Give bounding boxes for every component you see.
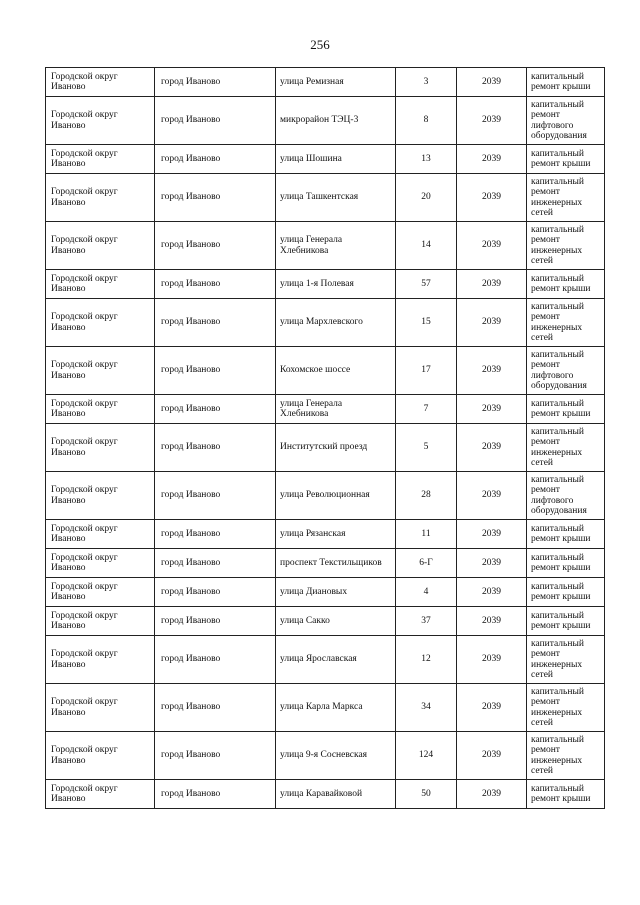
district-cell: Городской округ Иваново <box>46 520 155 549</box>
house-number-cell: 3 <box>396 68 457 97</box>
house-number-cell: 37 <box>396 607 457 636</box>
work-type-cell: капитальный ремонт инженерных сетей <box>527 684 605 732</box>
year-cell: 2039 <box>457 145 527 174</box>
district-cell: Городской округ Иваново <box>46 424 155 472</box>
house-number-cell: 20 <box>396 174 457 222</box>
district-cell: Городской округ Иваново <box>46 578 155 607</box>
district-cell: Городской округ Иваново <box>46 270 155 299</box>
city-cell: город Иваново <box>155 684 276 732</box>
table-row <box>46 684 605 732</box>
table-row <box>46 578 605 607</box>
table-row <box>46 68 605 97</box>
work-type-cell: капитальный ремонт крыши <box>527 520 605 549</box>
house-number-cell: 34 <box>396 684 457 732</box>
year-cell: 2039 <box>457 578 527 607</box>
district-cell: Городской округ Иваново <box>46 222 155 270</box>
house-number-cell: 8 <box>396 97 457 145</box>
table-row <box>46 636 605 684</box>
house-number-cell: 14 <box>396 222 457 270</box>
district-cell: Городской округ Иваново <box>46 636 155 684</box>
city-cell: город Иваново <box>155 424 276 472</box>
table-row <box>46 424 605 472</box>
district-cell: Городской округ Иваново <box>46 145 155 174</box>
house-number-cell: 15 <box>396 299 457 347</box>
house-number-cell: 5 <box>396 424 457 472</box>
table-row <box>46 395 605 424</box>
house-number-cell: 124 <box>396 732 457 780</box>
city-cell: город Иваново <box>155 97 276 145</box>
table-row <box>46 780 605 809</box>
repair-schedule-table <box>45 67 605 809</box>
district-cell: Городской округ Иваново <box>46 732 155 780</box>
table-row <box>46 299 605 347</box>
house-number-cell: 4 <box>396 578 457 607</box>
district-cell: Городской округ Иваново <box>46 174 155 222</box>
year-cell: 2039 <box>457 270 527 299</box>
work-type-cell: капитальный ремонт крыши <box>527 780 605 809</box>
city-cell: город Иваново <box>155 68 276 97</box>
street-cell: улица Ташкентская <box>276 174 396 222</box>
table-row <box>46 222 605 270</box>
work-type-cell: капитальный ремонт инженерных сетей <box>527 222 605 270</box>
year-cell: 2039 <box>457 636 527 684</box>
table-row <box>46 520 605 549</box>
street-cell: улица Ярославская <box>276 636 396 684</box>
work-type-cell: капитальный ремонт инженерных сетей <box>527 174 605 222</box>
street-cell: улица Генерала Хлебникова <box>276 395 396 424</box>
district-cell: Городской округ Иваново <box>46 68 155 97</box>
work-type-cell: капитальный ремонт инженерных сетей <box>527 424 605 472</box>
work-type-cell: капитальный ремонт крыши <box>527 68 605 97</box>
district-cell: Городской округ Иваново <box>46 347 155 395</box>
city-cell: город Иваново <box>155 347 276 395</box>
street-cell: проспект Текстильщиков <box>276 549 396 578</box>
district-cell: Городской округ Иваново <box>46 607 155 636</box>
table-row <box>46 145 605 174</box>
work-type-cell: капитальный ремонт крыши <box>527 578 605 607</box>
city-cell: город Иваново <box>155 270 276 299</box>
year-cell: 2039 <box>457 780 527 809</box>
table-row <box>46 472 605 520</box>
table-row <box>46 97 605 145</box>
house-number-cell: 57 <box>396 270 457 299</box>
house-number-cell: 11 <box>396 520 457 549</box>
work-type-cell: капитальный ремонт лифтового оборудования <box>527 472 605 520</box>
street-cell: улица 9-я Сосневская <box>276 732 396 780</box>
city-cell: город Иваново <box>155 636 276 684</box>
year-cell: 2039 <box>457 299 527 347</box>
work-type-cell: капитальный ремонт крыши <box>527 549 605 578</box>
street-cell: улица Мархлевского <box>276 299 396 347</box>
street-cell: улица Сакко <box>276 607 396 636</box>
table-row <box>46 549 605 578</box>
year-cell: 2039 <box>457 607 527 636</box>
year-cell: 2039 <box>457 424 527 472</box>
table-row <box>46 347 605 395</box>
work-type-cell: капитальный ремонт инженерных сетей <box>527 636 605 684</box>
house-number-cell: 6-Г <box>396 549 457 578</box>
city-cell: город Иваново <box>155 549 276 578</box>
district-cell: Городской округ Иваново <box>46 395 155 424</box>
house-number-cell: 17 <box>396 347 457 395</box>
year-cell: 2039 <box>457 395 527 424</box>
district-cell: Городской округ Иваново <box>46 472 155 520</box>
work-type-cell: капитальный ремонт лифтового оборудования <box>527 97 605 145</box>
year-cell: 2039 <box>457 549 527 578</box>
work-type-cell: капитальный ремонт лифтового оборудования <box>527 347 605 395</box>
city-cell: город Иваново <box>155 472 276 520</box>
year-cell: 2039 <box>457 97 527 145</box>
house-number-cell: 28 <box>396 472 457 520</box>
city-cell: город Иваново <box>155 578 276 607</box>
city-cell: город Иваново <box>155 395 276 424</box>
street-cell: улица Диановых <box>276 578 396 607</box>
year-cell: 2039 <box>457 732 527 780</box>
table-row <box>46 607 605 636</box>
work-type-cell: капитальный ремонт крыши <box>527 270 605 299</box>
city-cell: город Иваново <box>155 299 276 347</box>
city-cell: город Иваново <box>155 607 276 636</box>
work-type-cell: капитальный ремонт инженерных сетей <box>527 732 605 780</box>
table-row <box>46 174 605 222</box>
city-cell: город Иваново <box>155 145 276 174</box>
house-number-cell: 12 <box>396 636 457 684</box>
street-cell: улица Генерала Хлебникова <box>276 222 396 270</box>
table-row <box>46 732 605 780</box>
year-cell: 2039 <box>457 684 527 732</box>
house-number-cell: 50 <box>396 780 457 809</box>
work-type-cell: капитальный ремонт крыши <box>527 395 605 424</box>
work-type-cell: капитальный ремонт инженерных сетей <box>527 299 605 347</box>
year-cell: 2039 <box>457 68 527 97</box>
house-number-cell: 13 <box>396 145 457 174</box>
street-cell: Институтский проезд <box>276 424 396 472</box>
page-number: 256 <box>310 37 330 52</box>
district-cell: Городской округ Иваново <box>46 97 155 145</box>
city-cell: город Иваново <box>155 780 276 809</box>
table-body <box>46 68 605 809</box>
city-cell: город Иваново <box>155 732 276 780</box>
year-cell: 2039 <box>457 222 527 270</box>
house-number-cell: 7 <box>396 395 457 424</box>
street-cell: улица Каравайковой <box>276 780 396 809</box>
street-cell: улица Революционная <box>276 472 396 520</box>
street-cell: микрорайон ТЭЦ-3 <box>276 97 396 145</box>
city-cell: город Иваново <box>155 174 276 222</box>
district-cell: Городской округ Иваново <box>46 780 155 809</box>
work-type-cell: капитальный ремонт крыши <box>527 607 605 636</box>
table-row <box>46 270 605 299</box>
street-cell: улица Рязанская <box>276 520 396 549</box>
year-cell: 2039 <box>457 520 527 549</box>
year-cell: 2039 <box>457 472 527 520</box>
street-cell: Кохомское шоссе <box>276 347 396 395</box>
district-cell: Городской округ Иваново <box>46 549 155 578</box>
street-cell: улица Ремизная <box>276 68 396 97</box>
city-cell: город Иваново <box>155 222 276 270</box>
district-cell: Городской округ Иваново <box>46 684 155 732</box>
work-type-cell: капитальный ремонт крыши <box>527 145 605 174</box>
district-cell: Городской округ Иваново <box>46 299 155 347</box>
city-cell: город Иваново <box>155 520 276 549</box>
street-cell: улица Шошина <box>276 145 396 174</box>
street-cell: улица 1-я Полевая <box>276 270 396 299</box>
year-cell: 2039 <box>457 174 527 222</box>
year-cell: 2039 <box>457 347 527 395</box>
street-cell: улица Карла Маркса <box>276 684 396 732</box>
